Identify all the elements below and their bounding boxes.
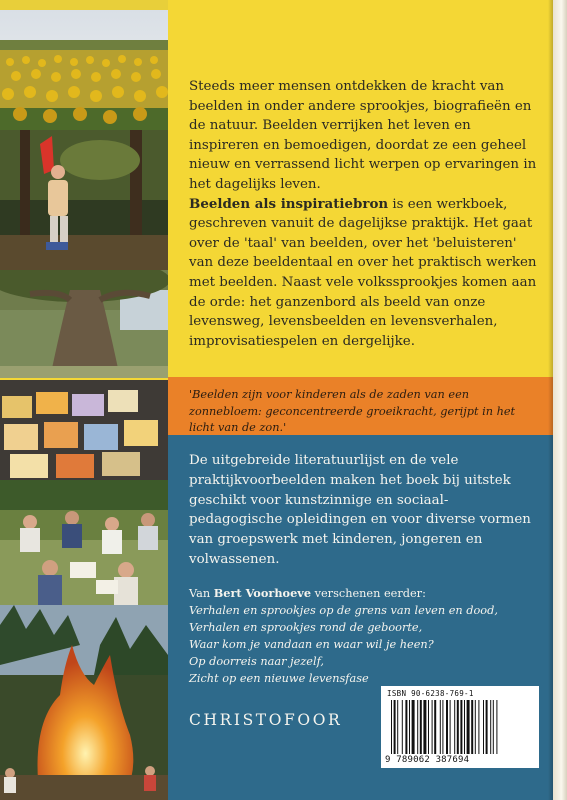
barcode-bar <box>423 700 426 754</box>
photo-large-tree <box>0 270 168 378</box>
barcode-bar <box>493 700 494 754</box>
author-previous-works <box>189 585 519 687</box>
barcode-bar <box>397 700 398 754</box>
book-title-4: Op doorreis naar jezelf, <box>189 655 324 668</box>
photo-child-in-forest <box>0 130 168 270</box>
barcode-bar <box>464 700 465 754</box>
barcode-bar <box>475 700 476 754</box>
barcode-bar <box>478 700 479 754</box>
photo-paintings-on-floor <box>0 380 168 480</box>
book-title-5: Zicht op een nieuwe levensfase <box>189 672 369 685</box>
barcode-bar <box>454 700 455 754</box>
photo-sunflower-field <box>0 10 168 130</box>
publisher-name: CHRISTOFOOR <box>189 711 343 729</box>
barcode-bar <box>450 700 451 754</box>
barcode-bar <box>434 700 436 754</box>
author-name: Bert Voorhoeve <box>213 586 312 600</box>
barcode <box>381 686 539 768</box>
barcode-bar <box>409 700 410 754</box>
blurb-paragraph-2: is een werkboek, geschreven vanuit de dagelijkse praktijk. Het gaat over de 'taal' van beelden, over het 'beluisteren' van deze beeldentaal en over het praktisch werken met beelden. Naast vele volkssprookjes komen aan de orde: het ganzenbord als beeld van onze levensweg, levensbeelden en levensverhalen, improvisatiespelen en dergelijke. <box>189 196 537 349</box>
barcode-bar <box>405 700 407 754</box>
barcode-bar <box>402 700 403 754</box>
barcode-bar <box>471 700 473 754</box>
barcode-bar <box>394 700 396 754</box>
barcode-bar <box>420 700 422 754</box>
barcode-digits: 9 789062 387694 <box>385 755 470 765</box>
description-text: De uitgebreide literatuurlijst en de vele praktijkvoorbeelden maken het boek bij uitstek geschikt voor kunstzinnige en sociaal-pedagogische opleidingen en voor diverse vormen van groepswerk met kinderen, jongeren en volwassenen. <box>189 453 531 567</box>
barcode-bar <box>428 700 429 754</box>
book-title-inline: Beelden als inspiratiebron <box>189 195 389 212</box>
book-title-3: Waar kom je vandaan en waar wil je heen? <box>189 638 434 651</box>
book-spine-edge <box>553 0 567 800</box>
barcode-bar <box>446 700 448 754</box>
barcode-bar <box>496 700 497 754</box>
barcode-bar <box>417 700 418 754</box>
book-title-1: Verhalen en sprookjes op de grens van leven en dood, <box>189 604 498 617</box>
barcode-bar <box>412 700 415 754</box>
barcode-bar <box>460 700 462 754</box>
book-title-2: Verhalen en sprookjes rond de geboorte, <box>189 621 423 634</box>
barcode-bar <box>442 700 443 754</box>
barcode-bar <box>467 700 470 754</box>
barcode-bar <box>391 700 392 754</box>
barcode-bar <box>457 700 459 754</box>
isbn-label: ISBN 90-6238-769-1 <box>387 689 474 698</box>
barcode-bar <box>432 700 433 754</box>
barcode-bar <box>486 700 488 754</box>
photo-group-drawing <box>0 480 168 605</box>
photo-campfire <box>0 605 168 800</box>
blurb-text <box>189 77 539 351</box>
barcode-bar <box>483 700 484 754</box>
blurb-paragraph-1: Steeds meer mensen ontdekken de kracht van beelden in onder andere sprookjes, biografieën en de natuur. Beelden verrijken het leven en inspireren en bemoedigen, doordat ze een geheel nieuw en verrassend licht werpen op ervaringen in het dagelijks leven. <box>189 79 537 192</box>
barcode-bar <box>490 700 491 754</box>
barcode-bar <box>440 700 441 754</box>
author-line: Van Bert Voorhoeve verschenen eerder: <box>189 586 426 600</box>
quote-text: 'Beelden zijn voor kinderen als de zaden van een zonnebloem: geconcentreerde groeikracht, gerijpt in het licht van de zon.' <box>189 388 516 434</box>
